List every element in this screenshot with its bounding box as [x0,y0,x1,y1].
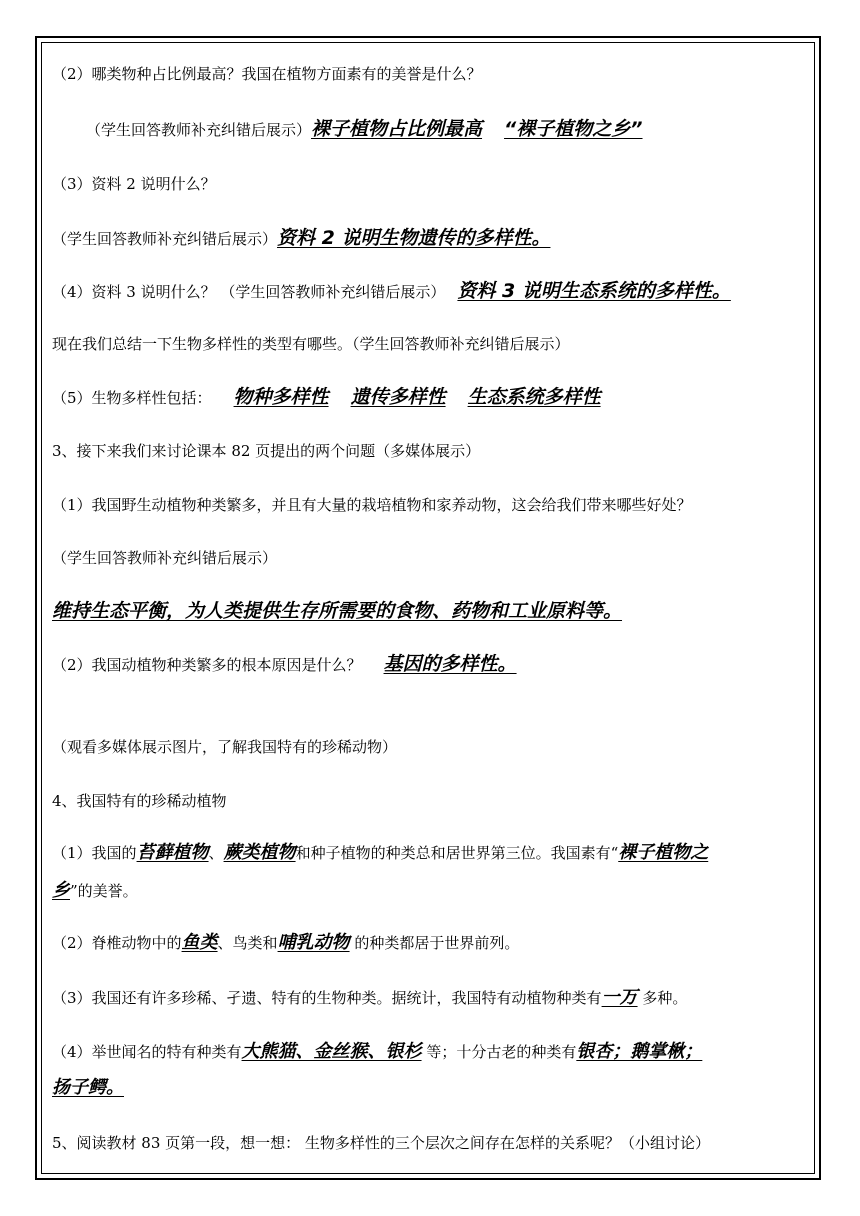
answer-text: 遗传多样性 [350,386,446,408]
question-2-text: （2）哪类物种占比例最高？我国在植物方面素有的美誉是什么？ [52,65,482,83]
answer-text: 维持生态平衡，为人类提供生存所需要的食物、药物和工业原料等。 [52,600,623,622]
fill-blank: 裸子植物之 [618,842,709,863]
answer-text: 资料 3 说明生态系统的多样性。 [457,280,731,302]
fill-blank: 哺乳动物 [277,932,350,953]
answer-prefix: （学生回答教师补充纠错后展示） [52,230,278,248]
answer-text: 物种多样性 [233,386,329,408]
section-4-item-4-cont [52,1078,124,1098]
fill-blank: 扬子鳄。 [52,1077,124,1098]
fill-blank: 乡 [52,880,70,901]
section-4-item-1-cont [52,881,138,901]
answer-text: “裸子植物之乡” [504,118,643,140]
summary-line [52,334,570,354]
section-4-item-2 [52,933,519,953]
fill-blank: 银杏；鹅掌楸； [576,1041,703,1062]
item-text: （3）我国还有许多珍稀、孑遗、特有的生物种类。据统计，我国特有动植物种类有 [52,989,602,1007]
question-text: （1）我国野生动植物种类繁多，并且有大量的栽培植物和家养动物，这会给我们带来哪些好处？ [52,496,692,514]
section-3-question-1-prefix [52,548,277,568]
fill-blank: 苔藓植物 [136,842,209,863]
answer-text: 裸子植物占比例最高 [311,118,483,140]
question-text: （2）我国动植物种类繁多的根本原因是什么？ [52,656,362,674]
item-text: ”的美誉。 [70,882,138,900]
item-text: 多种。 [637,989,688,1007]
section-3-question-1-answer [52,601,622,622]
question-5-text: （5）生物多样性包括： [52,389,212,407]
item-text: 等；十分古老的种类有 [421,1043,577,1061]
answer-text: 基因的多样性。 [383,653,517,675]
answer-prefix: （学生回答教师补充纠错后展示） [86,121,312,139]
section-4-heading [52,791,227,811]
question-4-text: （4）资料 3 说明什么？ （学生回答教师补充纠错后展示） [52,283,446,301]
section-3-question-2 [52,654,517,675]
section-4-item-3 [52,988,687,1008]
question-3-answer-line [52,228,550,249]
section-4-text: 4、我国特有的珍稀动植物 [52,792,227,810]
answer-prefix: （学生回答教师补充纠错后展示） [52,549,278,567]
item-text: 、 [208,844,224,862]
item-text: （4）举世闻名的特有种类有 [52,1043,242,1061]
question-2 [52,64,482,84]
section-4-item-1 [52,843,708,863]
fill-blank: 大熊猫、金丝猴、银杉 [241,1041,422,1062]
section-5-heading [52,1133,710,1153]
question-5-line [52,387,601,408]
section-4-item-4 [52,1042,702,1062]
item-text: 的种类都居于世界前列。 [349,934,520,952]
section-3-text: 3、接下来我们来讨论课本 82 页提出的两个问题（多媒体展示） [52,442,481,460]
section-3-heading [52,441,480,461]
question-3 [52,174,216,194]
watch-note [52,737,397,757]
item-text: 、鸟类和 [217,934,278,952]
summary-text: 现在我们总结一下生物多样性的类型有哪些。（学生回答教师补充纠错后展示） [52,335,570,353]
watch-text: （观看多媒体展示图片，了解我国特有的珍稀动物） [52,738,398,756]
answer-text: 资料 2 说明生物遗传的多样性。 [277,227,551,249]
item-text: （2）脊椎动物中的 [52,934,182,952]
question-4-line [52,281,731,302]
fill-blank: 蕨类植物 [223,842,296,863]
question-3-text: （3）资料 2 说明什么？ [52,175,216,193]
fill-blank: 鱼类 [181,932,218,953]
section-5-text: 5、阅读教材 83 页第一段，想一想： 生物多样性的三个层次之间存在怎样的关系呢？（小组讨论） [52,1134,710,1152]
section-3-question-1 [52,495,692,515]
question-2-answer-line [86,119,643,140]
item-text: 和种子植物的种类总和居世界第三位。我国素有“ [295,844,619,862]
answer-text: 生态系统多样性 [467,386,601,408]
fill-blank: 一万 [601,987,638,1008]
item-text: （1）我国的 [52,844,137,862]
